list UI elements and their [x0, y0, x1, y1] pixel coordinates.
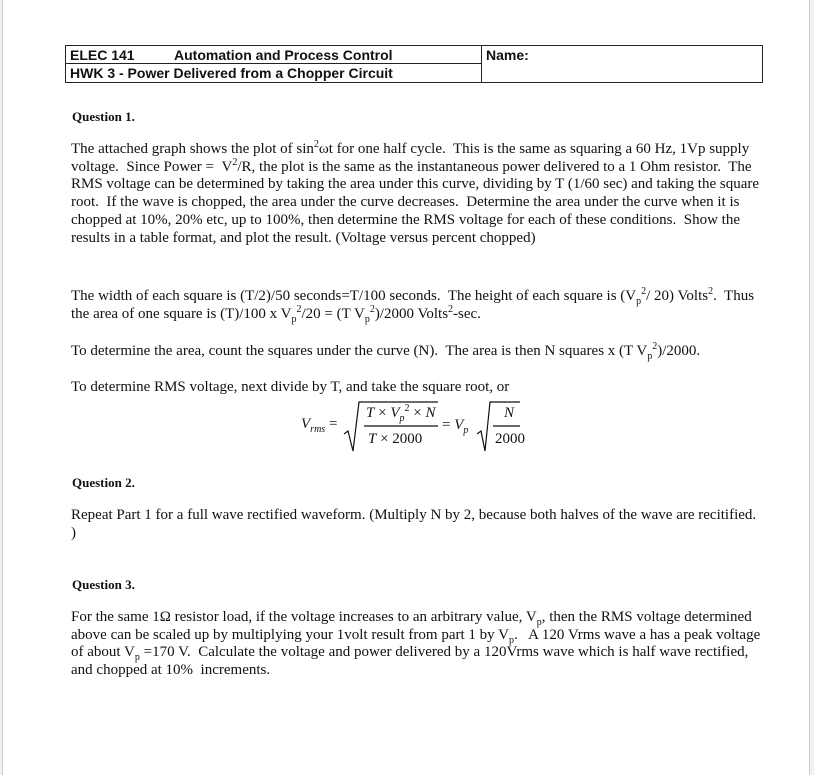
question-3-paragraph: For the same 1Ω resistor load, if the voltage increases to an arbitrary value, $V_p$, then the RMS voltage determined above can be scaled up by multiplying your 1volt result from part 1 by $V_p$. A 120 Vrms wave a has a peak voltage of about $V_p =170$ V. Calculate the voltage and power delivered by a 120Vrms wave which is half wave rectified, and chopped at 10% increments. [71, 609, 761, 679]
question-2-paragraph: Repeat Part 1 for a full wave rectified waveform. (Multiply N by 2, because both halves of the wave are recitified. ) [71, 507, 757, 541]
formula-equals-vp: = $V_p$ [442, 417, 469, 436]
question-1-paragraph-1: The attached graph shows the plot of $\sin^2\omega t$ for one half cycle. This is the same as squaring a 60 Hz, 1Vp supply voltage. Since Power = $V^2/R$, the plot is the same as the instantaneous power delivered to a 1 Ohm resistor. The RMS voltage can be determined by taking the area under this curve, dividing by T (1/60 sec) and taking the square root. If the wave is chopped, the area under the curve decreases. Determine the area under the curve when it is chopped at 10%, 20% etc, up to 100%, then determine the RMS voltage for each of these conditions. Show the results in a table format, and plot the result. (Voltage versus percent chopped) [71, 139, 760, 246]
question-1-paragraph-3: To determine the area, count the squares under the curve (N). The area is then N squares x (T $V_p^2)/2000$. [71, 341, 701, 362]
document-page [2, 0, 810, 775]
question-2-heading: Question 2. [72, 475, 135, 490]
assignment-title: HWK 3 - Power Delivered from a Chopper Circuit [70, 65, 393, 81]
header-left-cell [66, 46, 482, 82]
course-title: Automation and Process Control [174, 47, 393, 63]
header-table [65, 45, 763, 83]
formula-numerator-1: $T \times V_p^2 \times N$ [366, 403, 436, 424]
formula-denominator-2: 2000 [495, 431, 525, 447]
course-code: ELEC 141 [70, 47, 135, 63]
question-1-heading: Question 1. [72, 109, 135, 124]
rms-formula [298, 396, 538, 456]
formula-denominator-1: T × 2000 [368, 431, 423, 447]
question-1-paragraph-2: The width of each square is (T/2)/50 seconds=T/100 seconds. The height of each square is ($V_p^2/$ 20) Volts$^2$. Thus the area of one square is (T)/100 x $V_p^2/20 = (T$ $V_p^2)/2000$ Volts$^2$-sec. [71, 286, 755, 325]
question-3-heading: Question 3. [72, 577, 135, 592]
header-row-assignment [66, 64, 481, 82]
formula-numerator-2: N [504, 405, 515, 421]
name-label: Name: [486, 47, 529, 63]
header-row-course [66, 46, 481, 64]
formula-lhs: $V_{rms}$ = [301, 416, 338, 435]
question-1-paragraph-4: To determine RMS voltage, next divide by T, and take the square root, or [71, 379, 510, 395]
